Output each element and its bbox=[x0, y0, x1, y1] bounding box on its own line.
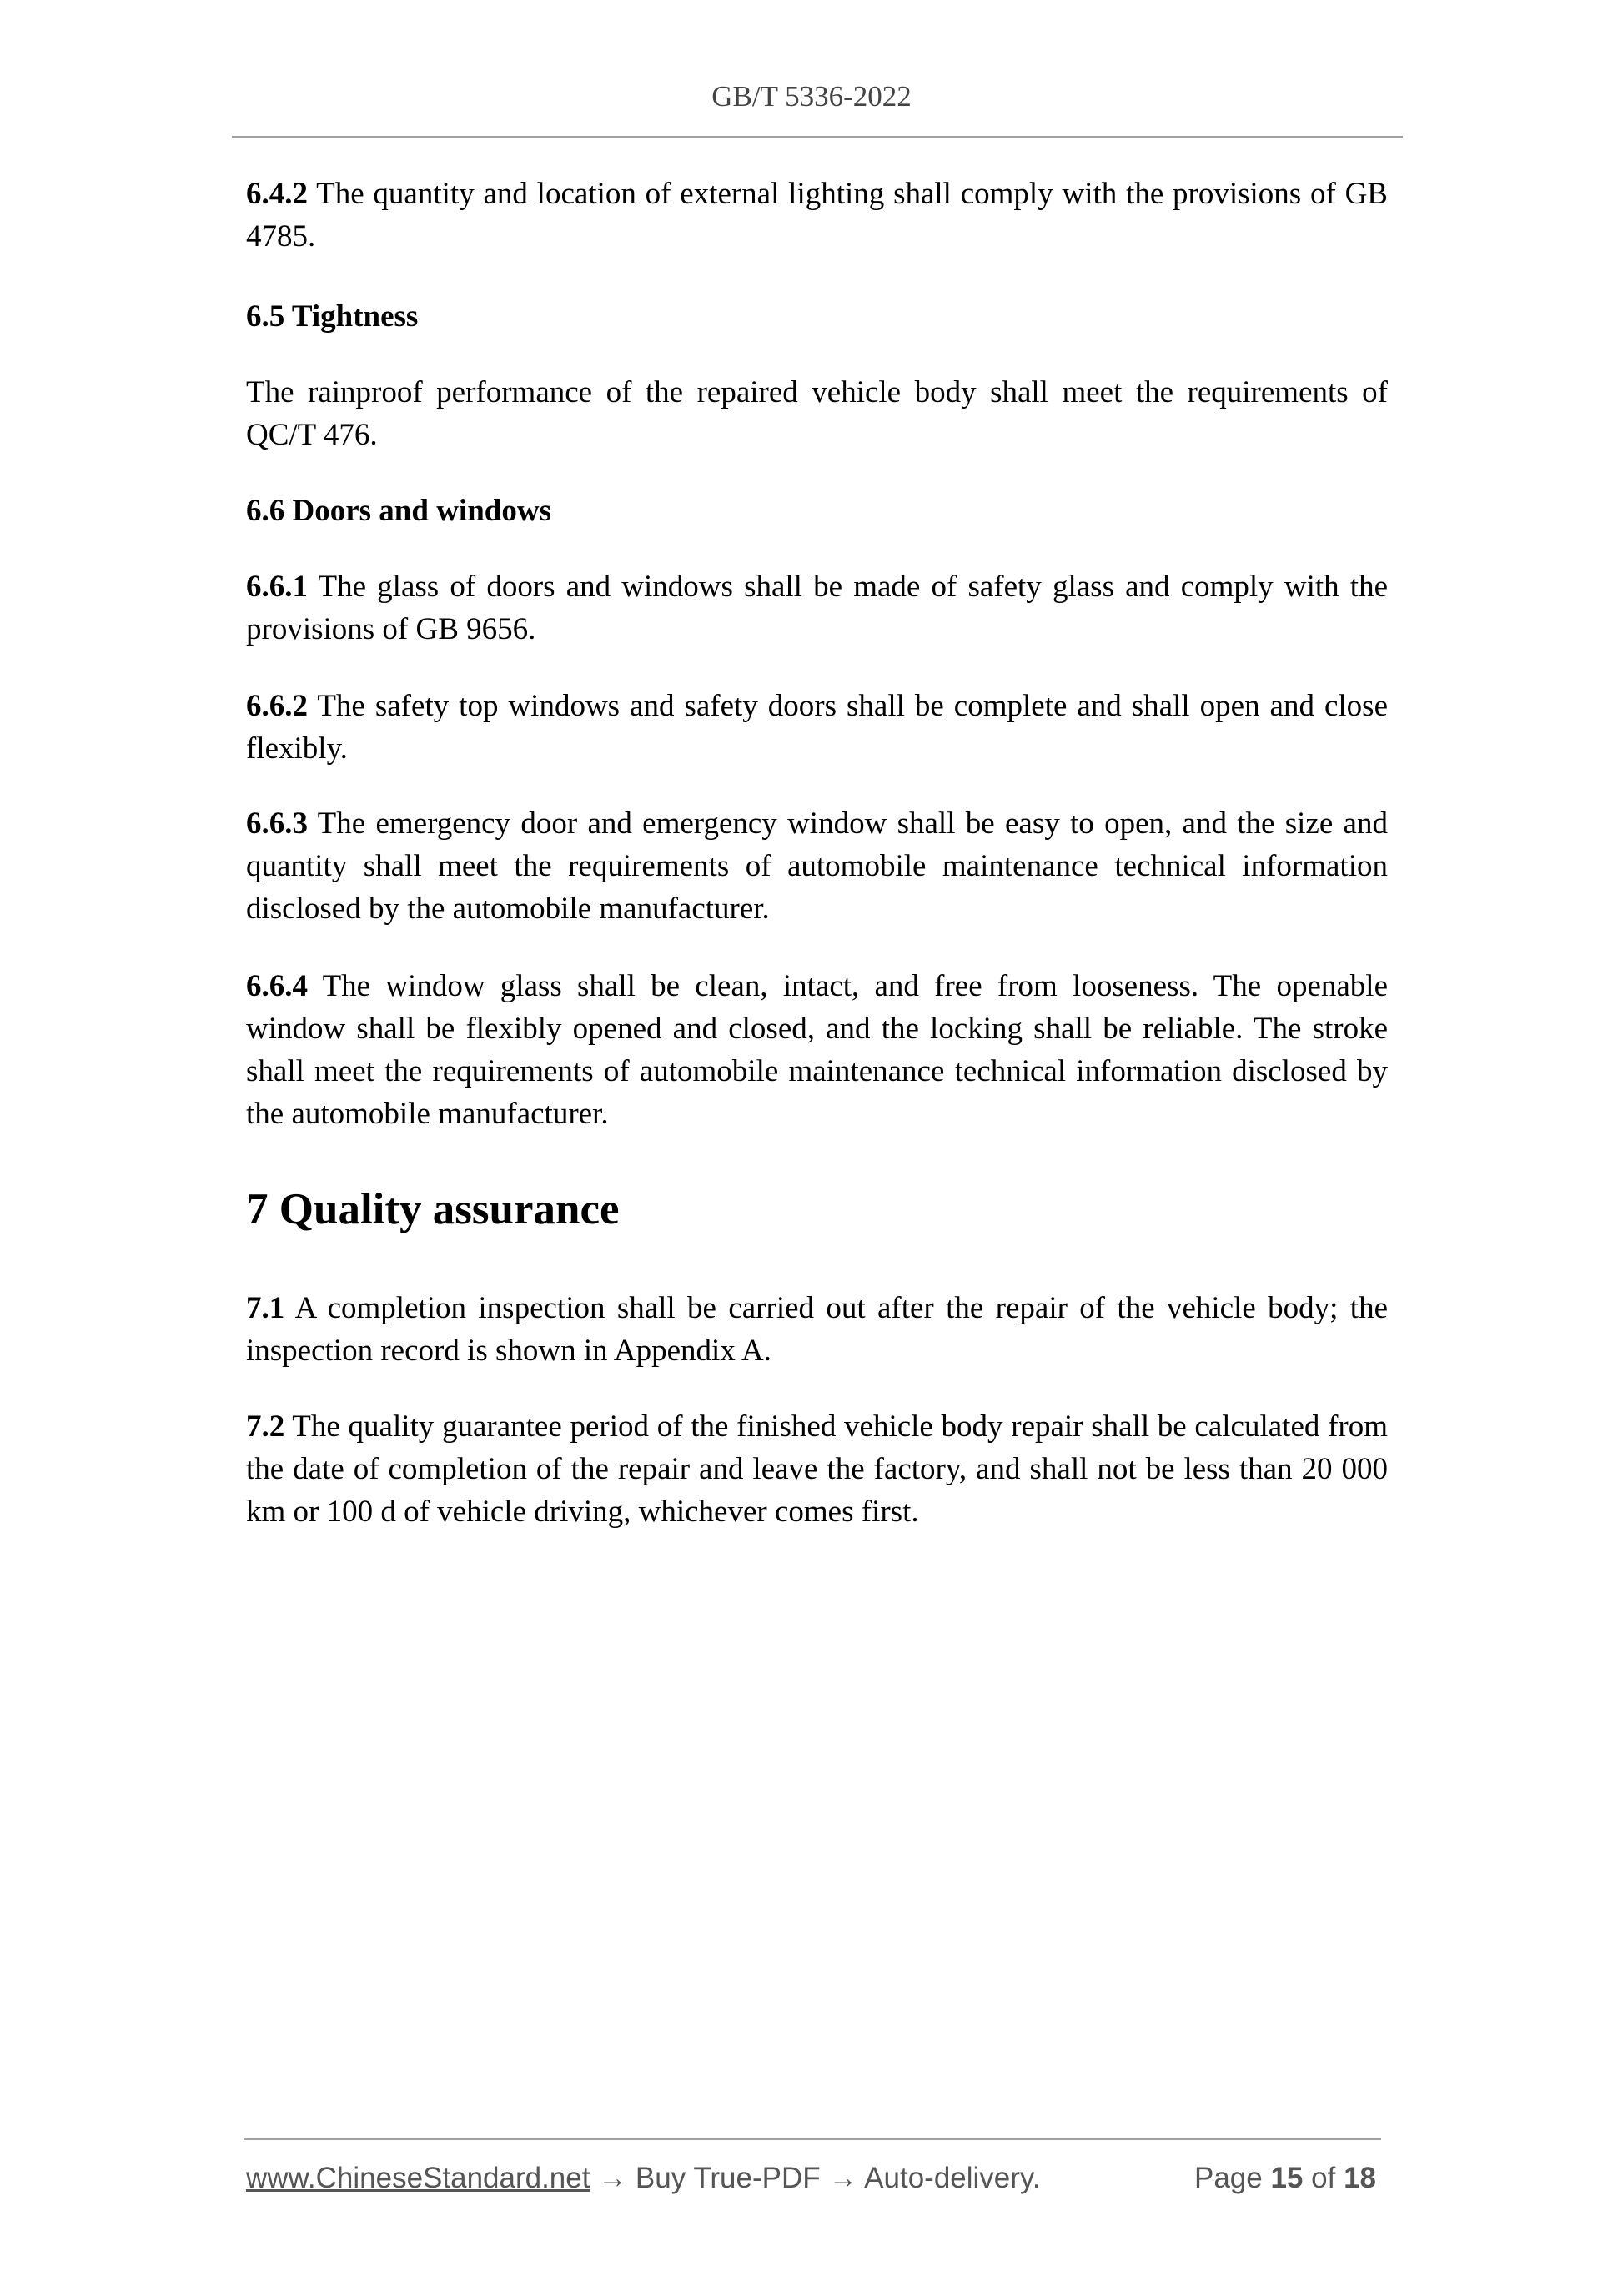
clause-7-2 bbox=[246, 1405, 1388, 1533]
clause-number: 7.1 bbox=[246, 1291, 285, 1325]
page-number: 15 bbox=[1270, 2162, 1304, 2194]
clause-text: The safety top windows and safety doors shall be complete and shall open and close flexibly. bbox=[246, 689, 1388, 766]
clause-6-6-3 bbox=[246, 802, 1388, 930]
clause-6-6-2 bbox=[246, 685, 1388, 770]
clause-number: 7.2 bbox=[246, 1409, 285, 1444]
section-heading-7: 7 Quality assurance bbox=[246, 1185, 620, 1233]
of-label: of bbox=[1311, 2162, 1336, 2194]
clause-7-1 bbox=[246, 1287, 1388, 1372]
clause-text: The rainproof performance of the repaired vehicle body shall meet the requirements of QC/T 476. bbox=[246, 375, 1388, 452]
clause-text: The glass of doors and windows shall be made of safety glass and comply with the provisions of GB 9656. bbox=[246, 570, 1388, 646]
clause-number: 6.6.3 bbox=[246, 806, 308, 841]
clause-text: A completion inspection shall be carried out after the repair of the vehicle body; the inspection record is shown in Appendix A. bbox=[246, 1291, 1388, 1368]
clause-6-5-text bbox=[246, 371, 1388, 456]
clause-number: 6.6.2 bbox=[246, 689, 308, 723]
footer-tagline: → Buy True-PDF → Auto-delivery. bbox=[590, 2162, 1041, 2194]
clause-6-6-4 bbox=[246, 965, 1388, 1135]
heading-text: 6.5 Tightness bbox=[246, 299, 419, 334]
clause-text: The quality guarantee period of the finished vehicle body repair shall be calculated from the date of completion of the repair and leave the factory, and shall not be less than 20 000 km or 100 d of vehicle driving, whichever comes first. bbox=[246, 1409, 1388, 1529]
clause-6-6-1 bbox=[246, 565, 1388, 651]
clause-number: 6.6.4 bbox=[246, 969, 308, 1003]
header-divider bbox=[232, 136, 1403, 138]
clause-text: The emergency door and emergency window shall be easy to open, and the size and quantity shall meet the requirements of automobile maintenance technical information disclosed by the automobile manufacturer. bbox=[246, 806, 1388, 926]
page-indicator bbox=[1194, 2162, 1376, 2195]
clause-number: 6.4.2 bbox=[246, 177, 308, 211]
heading-6-6 bbox=[246, 490, 1388, 532]
running-header: GB/T 5336-2022 bbox=[711, 80, 912, 113]
footer-divider bbox=[244, 2138, 1381, 2140]
footer bbox=[246, 2162, 1376, 2195]
page-label: Page bbox=[1193, 2162, 1263, 2194]
page-total: 18 bbox=[1344, 2162, 1376, 2194]
clause-number: 6.6.1 bbox=[246, 570, 308, 604]
heading-text: 6.6 Doors and windows bbox=[246, 494, 551, 528]
clause-text: The quantity and location of external lighting shall comply with the provisions of GB 4785. bbox=[246, 177, 1388, 254]
clause-text: The window glass shall be clean, intact, and free from looseness. The openable window shall be flexibly opened and closed, and the locking shall be reliable. The stroke shall meet the requirements of automobile maintenance technical information disclosed by the automobile manufacturer. bbox=[246, 969, 1388, 1131]
clause-6-4-2 bbox=[246, 173, 1388, 258]
website-link[interactable]: www.ChineseStandard.net bbox=[246, 2162, 590, 2194]
heading-6-5 bbox=[246, 295, 1388, 338]
